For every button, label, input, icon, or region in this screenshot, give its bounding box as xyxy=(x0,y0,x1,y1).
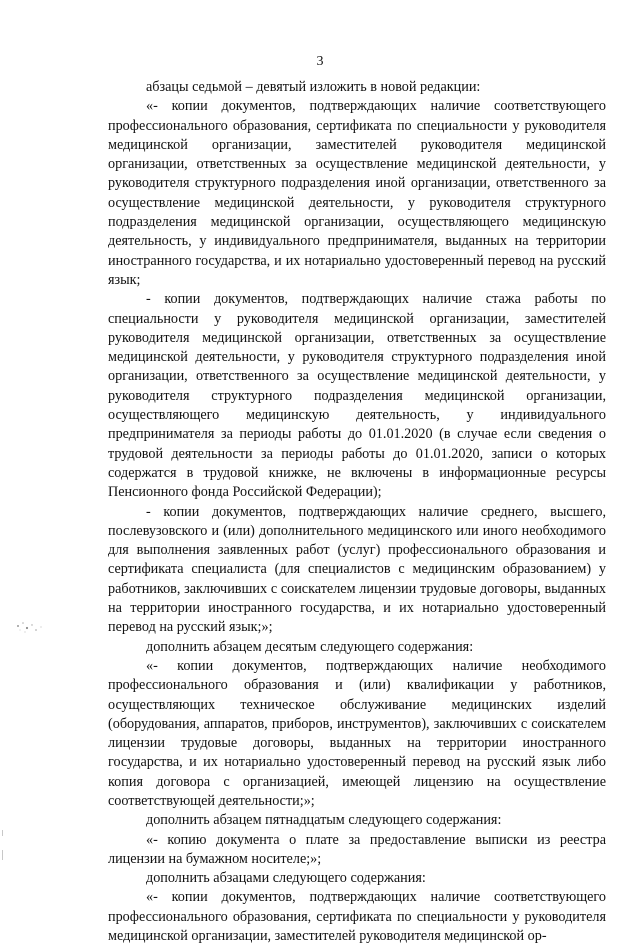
document-body xyxy=(108,78,606,946)
page-number: 3 xyxy=(316,54,324,69)
paragraph-work-experience-docs: - копии документов, подтверждающих наличие стажа работы по специальности у руководителя медицинской организации, заместителей руководителя медицинской организации, ответственных за осуществление медицинской деятельности, у руководителя структурного подразделения иной организации, ответственного за осуществление медицинской деятельности, у руководителя структурного подразделения медицинской организации, осуществляющего медицинскую деятельность, у индивидуального предпринимателя за периоды работы до 01.01.2020 (в случае если сведения о трудовой деятельности за периоды работы до 01.01.2020, записи о которых содержатся в трудовой книжке, не включены в информационные ресурсы Пенсионного фонда Российской Федерации); xyxy=(108,291,606,501)
paragraph-add-following: дополнить абзацами следующего содержания: xyxy=(146,870,426,887)
scan-edge-mark xyxy=(2,830,3,836)
scan-edge-mark xyxy=(2,850,3,860)
paragraph-payment-doc: «- копию документа о плате за предоставление выписки из реестра лицензии на бумажном носителе;»; xyxy=(108,831,606,867)
paragraph-education-docs: «- копии документов, подтверждающих наличие соответствующего профессионального образования, сертификата по специальности у руководителя медицинской организации, заместителей руководителя медицинской организации, ответственных за осуществление медицинской деятельности, у руководителя структурного подразделения иной организации, ответственного за осуществление медицинской деятельности, у руководителя структурного подразделения медицинской организации, осуществляющего медицинскую деятельность, у индивидуального предпринимателя, выданных на территории иностранного государства, и их нотариально удостоверенный перевод на русский язык; xyxy=(108,98,606,288)
paragraph-education-docs-repeat: «- копии документов, подтверждающих наличие соответствующего профессионального образования, сертификата по специальности у руководителя медицинской организации, заместителей руководителя медицинской ор- xyxy=(108,889,606,945)
paragraph-add-10th: дополнить абзацем десятым следующего содержания: xyxy=(146,638,474,655)
paragraph-add-15th: дополнить абзацем пятнадцатым следующего содержания: xyxy=(146,812,502,829)
paragraph-employee-education-docs: - копии документов, подтверждающих наличие среднего, высшего, послевузовского и (или) дополнительного медицинского или иного необходимого для выполнения заявленных работ (услуг) профессионального образования и сертификата специалиста (для специалистов с медицинским образованием) у работников, заключивших с соискателем лицензии трудовые договоры, выданных на территории иностранного государства, и их нотариально удостоверенный перевод на русский язык;»; xyxy=(108,503,606,636)
paragraph-technical-service-docs: «- копии документов, подтверждающих наличие необходимого профессионального образования и (или) квалификации у работников, осуществляющих техническое обслуживание медицинских изделий (оборудования, аппаратов, приборов, инструментов), заключивших с соискателем лицензии трудовые договоры, выданных на территории иностранного государства, и их нотариально удостоверенный перевод на русский язык либо копия договора с организацией, имеющей лицензию на осуществление соответствующей деятельности;»; xyxy=(108,657,606,809)
scan-speck-artifact xyxy=(14,616,48,638)
paragraph-amend-7-9: абзацы седьмой – девятый изложить в новой редакции: xyxy=(146,79,481,95)
